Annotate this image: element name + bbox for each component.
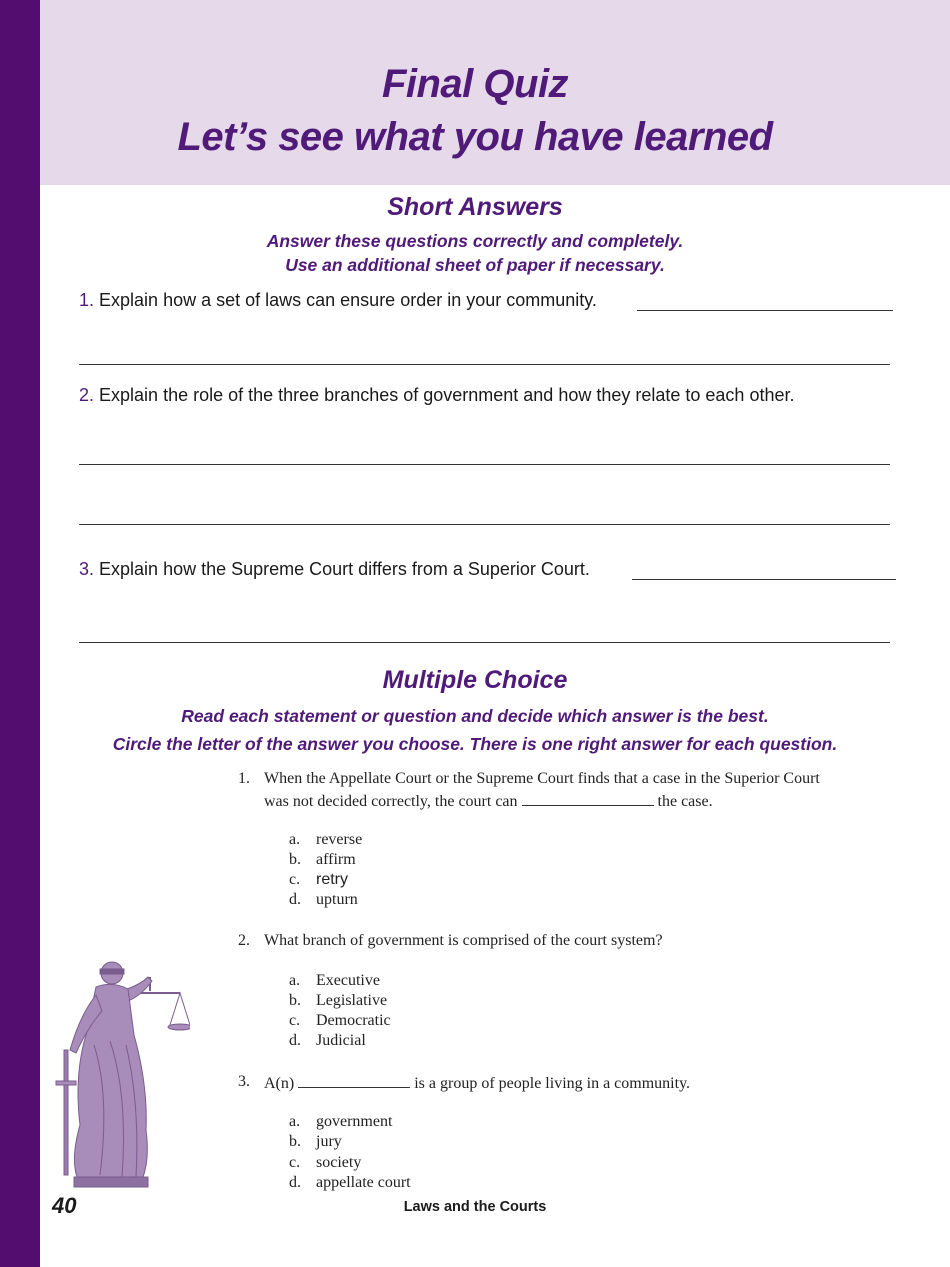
question-number: 1. — [79, 290, 95, 310]
mc-question-text: When the Appellate Court or the Supreme Court finds that a case in the Superior Court — [264, 770, 820, 787]
mc-question-text-continued — [264, 791, 713, 811]
option-text: Legislative — [316, 992, 388, 1009]
option-letter[interactable]: a. — [289, 1113, 301, 1130]
option-text: retry — [316, 871, 348, 888]
option-letter[interactable]: c. — [289, 1012, 301, 1029]
option-letter[interactable]: d. — [289, 1174, 301, 1191]
answer-line[interactable] — [637, 310, 893, 311]
question-text: Explain the role of the three branches of government and how they relate to each other. — [99, 385, 795, 405]
mc-question-number: 1. — [238, 770, 250, 787]
option-text: society — [316, 1154, 362, 1171]
option-text: Executive — [316, 972, 380, 989]
question-text: Explain how a set of laws can ensure order in your community. — [99, 290, 597, 310]
multiple-choice-instruction-2: Circle the letter of the answer you choose. There is one right answer for each question. — [112, 734, 838, 754]
lady-justice-illustration — [50, 955, 190, 1190]
page-title: Final Quiz — [381, 62, 569, 106]
mc-question-number: 2. — [238, 932, 250, 949]
option-letter[interactable]: c. — [289, 1154, 301, 1171]
answer-line[interactable] — [79, 464, 890, 465]
option-letter[interactable]: d. — [289, 1032, 301, 1049]
option-letter[interactable]: a. — [289, 972, 301, 989]
mc-blank — [298, 1073, 410, 1088]
option-text: reverse — [316, 831, 363, 848]
answer-line[interactable] — [632, 579, 896, 580]
option-text: government — [316, 1113, 393, 1130]
mc-question-text-before-blank: was not decided correctly, the court can — [264, 793, 518, 810]
option-text: Judicial — [316, 1032, 366, 1049]
option-text: Democratic — [316, 1012, 391, 1029]
multiple-choice-heading: Multiple Choice — [382, 666, 568, 694]
question-number: 3. — [79, 559, 95, 579]
question-number: 2. — [79, 385, 95, 405]
short-answers-instruction-1: Answer these questions correctly and completely. — [266, 231, 684, 251]
option-text: appellate court — [316, 1174, 411, 1191]
footer-book-title: Laws and the Courts — [403, 1199, 547, 1215]
sidebar-stripe — [0, 0, 40, 1267]
option-letter[interactable]: d. — [289, 891, 301, 908]
mc-question-text: What branch of government is comprised of the court system? — [264, 932, 663, 949]
mc-blank — [522, 791, 654, 806]
mc-question-text-after-blank: the case. — [657, 793, 713, 810]
short-answer-question-2 — [79, 385, 794, 406]
answer-line[interactable] — [79, 364, 890, 365]
answer-line[interactable] — [79, 524, 890, 525]
multiple-choice-instruction-1: Read each statement or question and decide which answer is the best. — [181, 706, 769, 726]
short-answer-question-3 — [79, 559, 590, 580]
question-text: Explain how the Supreme Court differs from a Superior Court. — [99, 559, 590, 579]
mc-question-text-after-blank: is a group of people living in a community. — [414, 1075, 691, 1092]
mc-question-number: 3. — [238, 1073, 250, 1090]
mc-question-text — [264, 1073, 690, 1093]
short-answers-heading: Short Answers — [387, 193, 563, 221]
short-answer-question-1 — [79, 290, 597, 311]
option-text: upturn — [316, 891, 358, 908]
option-text: jury — [316, 1133, 342, 1150]
short-answers-instruction-2: Use an additional sheet of paper if necessary. — [285, 255, 665, 275]
option-letter[interactable]: b. — [289, 851, 301, 868]
option-letter[interactable]: c. — [289, 871, 301, 888]
page-number: 40 — [52, 1193, 77, 1218]
option-letter[interactable]: b. — [289, 1133, 301, 1150]
answer-line[interactable] — [79, 642, 890, 643]
option-text: affirm — [316, 851, 356, 868]
option-letter[interactable]: b. — [289, 992, 301, 1009]
mc-question-text-before-blank: A(n) — [264, 1075, 295, 1092]
option-letter[interactable]: a. — [289, 831, 301, 848]
page-subtitle: Let’s see what you have learned — [177, 115, 773, 159]
